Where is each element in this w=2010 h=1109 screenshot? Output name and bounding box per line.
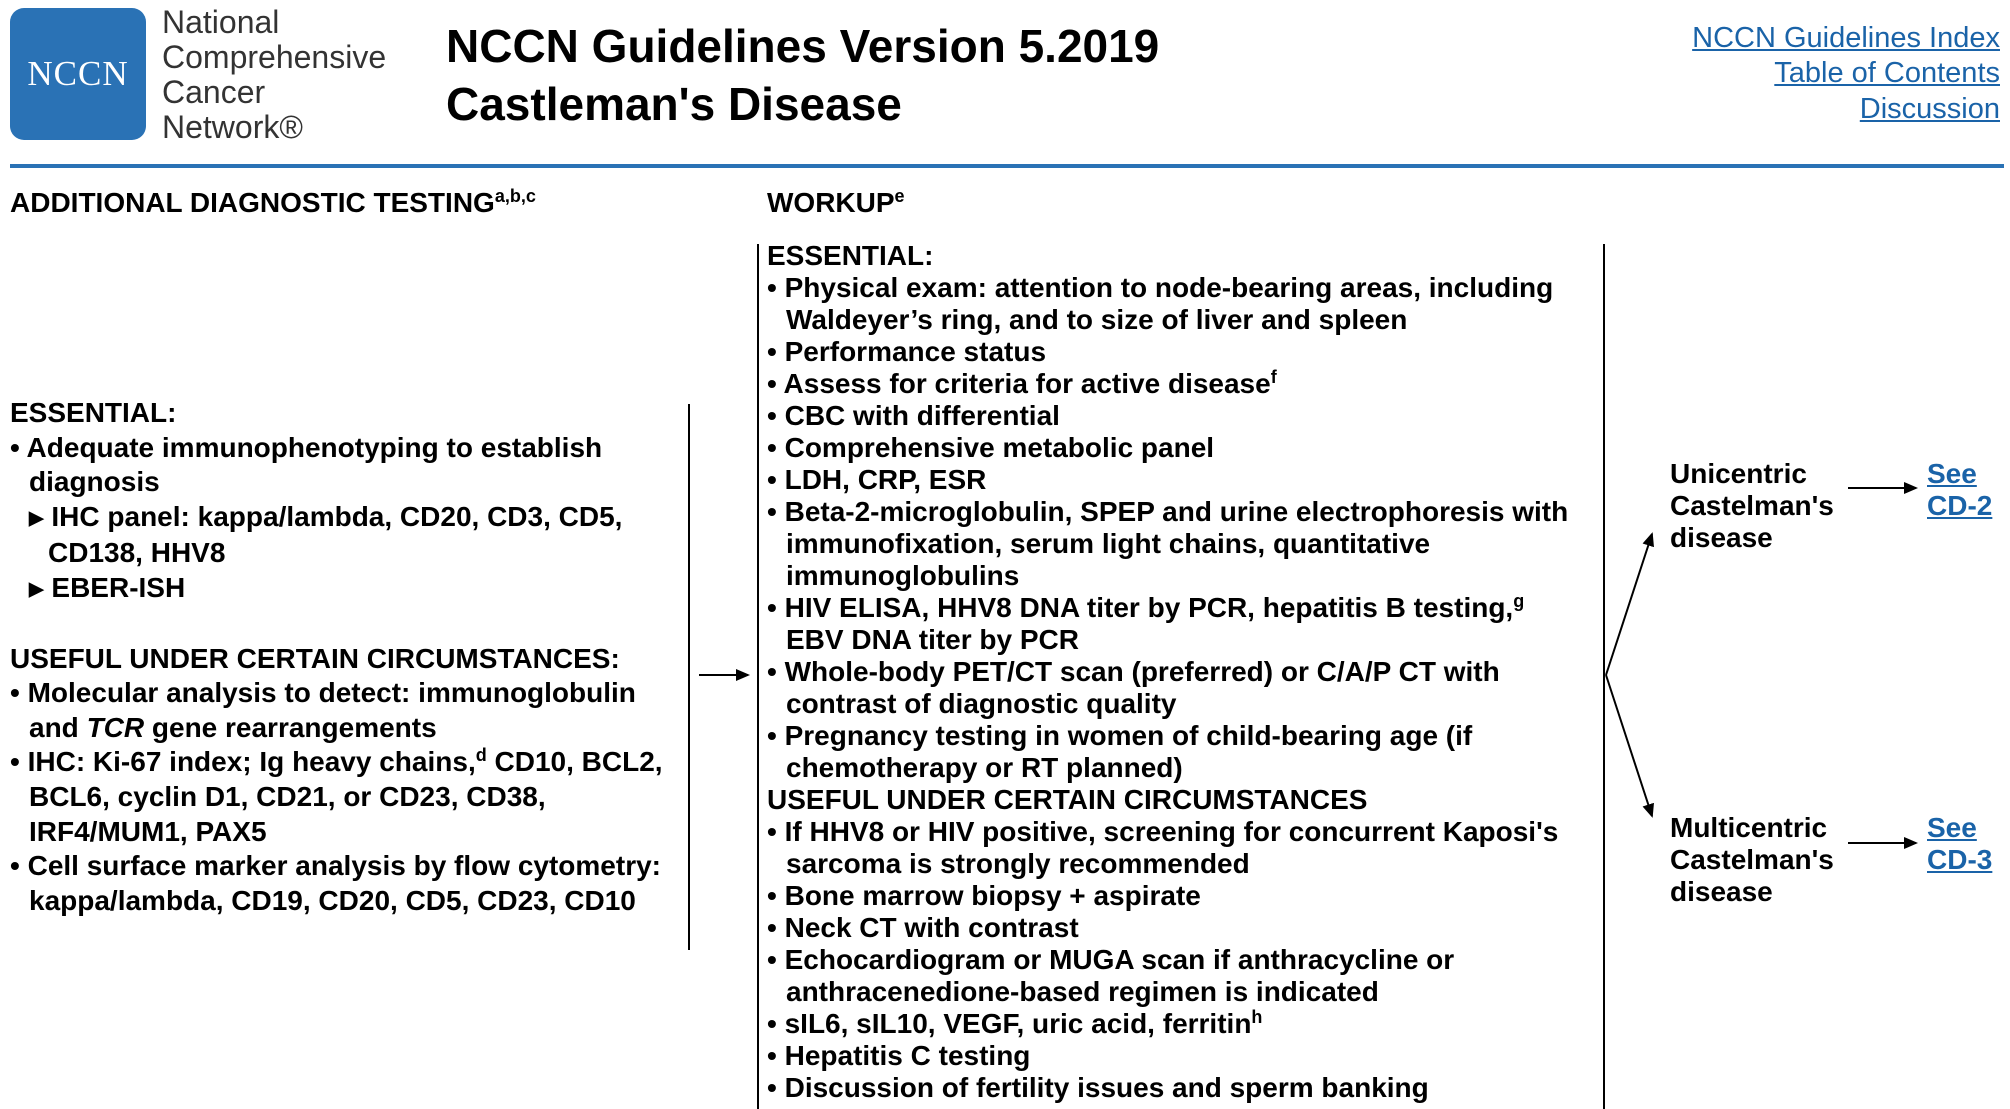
multicentric-line-1: Multicentric bbox=[1670, 812, 1828, 843]
list-item: • IHC: Ki-67 index; Ig heavy chains,$^d$ CD10, BCL2, BCL6, cyclin D1, CD21, or CD23, CD38, IRF4/MUM1, PAX5 bbox=[10, 745, 663, 847]
see-cd2-link[interactable]: See CD-2 bbox=[1927, 458, 1993, 521]
list-item: • sIL6, sIL10, VEGF, uric acid, ferritin$^h$ bbox=[767, 1007, 1263, 1039]
list-item: • Neck CT with contrast bbox=[767, 912, 1079, 943]
arrow-workup-to-multicentric bbox=[1606, 675, 1652, 816]
list-item: • Discussion of fertility issues and sperm banking bbox=[767, 1072, 1429, 1103]
list-item: • Molecular analysis to detect: immunoglobulin and TCR gene rearrangements bbox=[10, 677, 636, 743]
discussion-link[interactable]: Discussion bbox=[1859, 93, 2000, 125]
list-item: • Adequate immunophenotyping to establish diagnosis bbox=[10, 431, 603, 498]
footnote-d: d bbox=[475, 745, 487, 766]
org-name-line-3: Cancer bbox=[162, 74, 266, 110]
guidelines-index-link[interactable]: NCCN Guidelines Index bbox=[1692, 22, 2000, 54]
list-item: • Physical exam: attention to node-bearing areas, including Waldeyer’s ring, and to size of liver and spleen bbox=[767, 272, 1554, 335]
table-of-contents-link[interactable]: Table of Contents bbox=[1774, 57, 2000, 89]
list-item: • Cell surface marker analysis by flow cytometry: kappa/lambda, CD19, CD20, CD5, CD23, CD10 bbox=[10, 850, 661, 916]
heading-footnote: a,b,c bbox=[494, 186, 536, 206]
unicentric-line-3: disease bbox=[1670, 522, 1773, 553]
org-name-line-4: Network® bbox=[162, 109, 303, 145]
workup-heading: WORKUP$^e$ bbox=[767, 186, 905, 218]
workup-useful-label: USEFUL UNDER CERTAIN CIRCUMSTANCES bbox=[767, 784, 1368, 815]
page-subtitle: Castleman's Disease bbox=[446, 78, 902, 130]
footnote-g: g bbox=[1513, 591, 1525, 611]
list-subitem: ▶ IHC panel: kappa/lambda, CD20, CD3, CD5, CD138, HHV8 bbox=[29, 500, 623, 569]
multicentric-line-2: Castelman's bbox=[1670, 844, 1834, 875]
list-item: • Echocardiogram or MUGA scan if anthracycline or anthracenedione-based regimen is indicated bbox=[767, 944, 1455, 1007]
workup-footnote: e bbox=[894, 186, 905, 206]
useful-label: USEFUL UNDER CERTAIN CIRCUMSTANCES: bbox=[10, 642, 620, 674]
list-item: • Bone marrow biopsy + aspirate bbox=[767, 880, 1201, 911]
org-name-line-2: Comprehensive bbox=[162, 39, 387, 75]
page-title: NCCN Guidelines Version 5.2019 bbox=[446, 20, 1160, 72]
logo-text: NCCN bbox=[27, 54, 129, 93]
additional-testing-heading: ADDITIONAL DIAGNOSTIC TESTING$^{a,b,c}$ bbox=[10, 186, 536, 218]
list-item: • HIV ELISA, HHV8 DNA titer by PCR, hepatitis B testing,$^g$ EBV DNA titer by PCR bbox=[767, 591, 1525, 655]
see-cd3-link[interactable]: See CD-3 bbox=[1927, 812, 1993, 875]
essential-label: ESSENTIAL: bbox=[10, 397, 177, 428]
list-subitem: ▶ EBER-ISH bbox=[29, 571, 186, 603]
list-item: • Beta-2-microglobulin, SPEP and urine electrophoresis with immunofixation, serum light chains, quantitative immunoglobulins bbox=[767, 496, 1569, 591]
list-item: • If HHV8 or HIV positive, screening for concurrent Kaposi's sarcoma is strongly recommended bbox=[767, 816, 1559, 879]
list-item: • Whole-body PET/CT scan (preferred) or C/A/P CT with contrast of diagnostic quality bbox=[767, 656, 1500, 719]
list-item: • LDH, CRP, ESR bbox=[767, 464, 987, 495]
list-item: • Assess for criteria for active disease$^f$ bbox=[767, 367, 1277, 399]
workup-essential-label: ESSENTIAL: bbox=[767, 240, 934, 271]
arrow-workup-to-unicentric bbox=[1606, 534, 1652, 675]
list-item: • Pregnancy testing in women of child-bearing age (if chemotherapy or RT planned) bbox=[767, 720, 1473, 783]
org-name-line-1: National bbox=[162, 4, 280, 40]
footnote-h: h bbox=[1251, 1007, 1263, 1027]
list-item: • Performance status bbox=[767, 336, 1047, 367]
list-item: • CBC with differential bbox=[767, 400, 1060, 431]
footnote-f: f bbox=[1270, 367, 1277, 387]
unicentric-line-1: Unicentric bbox=[1670, 458, 1807, 489]
list-item: • Comprehensive metabolic panel bbox=[767, 432, 1215, 463]
list-item: • Hepatitis C testing bbox=[767, 1040, 1031, 1071]
multicentric-line-3: disease bbox=[1670, 876, 1773, 907]
unicentric-line-2: Castelman's bbox=[1670, 490, 1834, 521]
